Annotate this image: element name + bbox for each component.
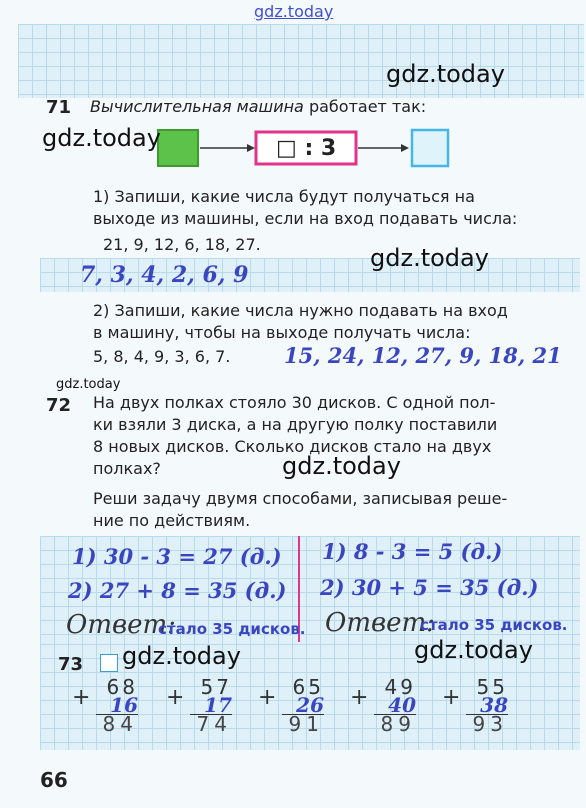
watermark-3[interactable]: gdz.today bbox=[370, 244, 489, 272]
column-addition bbox=[96, 675, 138, 736]
task-72-line2: ки взяли 3 диска, а на другую полку поставили bbox=[93, 415, 498, 434]
plus-sign: + bbox=[72, 685, 91, 710]
task-71-part1-inputs: 21, 9, 12, 6, 18, 27. bbox=[103, 235, 261, 254]
right-step2: 2) 30 + 5 = 35 (д.) bbox=[320, 575, 539, 600]
task-71-part1-line1: 1) Запиши, какие числа будут получаться на bbox=[93, 187, 475, 206]
sum-result: 84 bbox=[96, 714, 138, 733]
column-addition bbox=[190, 675, 232, 736]
watermark-1[interactable]: gdz.today bbox=[386, 60, 505, 88]
task-72-line5: Реши задачу двумя способами, записывая реше- bbox=[93, 489, 508, 508]
addend-b: 17 bbox=[204, 693, 232, 717]
right-answer-word: Ответ: bbox=[325, 608, 435, 638]
task-71-intro-rest: работает так: bbox=[308, 97, 427, 116]
sum-result: 74 bbox=[190, 714, 232, 733]
addend-b: 16 bbox=[110, 693, 138, 717]
task-71-part1-answer: 7, 3, 4, 2, 6, 9 bbox=[80, 262, 249, 288]
sum-result: 91 bbox=[282, 714, 324, 733]
machine-label: □ : 3 bbox=[276, 136, 337, 161]
addend-b: 26 bbox=[296, 693, 324, 717]
plus-sign: + bbox=[258, 685, 277, 710]
watermark-5[interactable]: gdz.today bbox=[122, 642, 241, 670]
left-answer-word: Ответ: bbox=[66, 610, 176, 640]
task-71-part2-inputs: 5, 8, 4, 9, 3, 6, 7. bbox=[93, 347, 231, 366]
task-71-part2-line2: в машину, чтобы на выходе получать числа: bbox=[93, 323, 471, 342]
addend-a: 57 bbox=[200, 675, 232, 699]
plus-sign: + bbox=[442, 685, 461, 710]
addend-a: 68 bbox=[106, 675, 138, 699]
plus-sign: + bbox=[166, 685, 185, 710]
column-addition bbox=[374, 675, 416, 736]
addend-a: 55 bbox=[476, 675, 508, 699]
task-71-intro-italic: Вычислительная машина bbox=[90, 97, 304, 116]
arrow-out-head bbox=[401, 144, 409, 152]
addend-b: 38 bbox=[480, 693, 508, 717]
task-71-part2-line1: 2) Запиши, какие числа нужно подавать на вход bbox=[93, 301, 508, 320]
left-step1: 1) 30 - 3 = 27 (д.) bbox=[72, 544, 282, 569]
arrow-in-head bbox=[247, 144, 255, 152]
sum-result: 89 bbox=[374, 714, 416, 733]
watermark-top[interactable]: gdz.today bbox=[254, 2, 334, 21]
left-step2: 2) 27 + 8 = 35 (д.) bbox=[68, 578, 287, 603]
page-number: 66 bbox=[40, 768, 68, 792]
empty-square-checkbox bbox=[100, 654, 118, 672]
right-step1: 1) 8 - 3 = 5 (д.) bbox=[322, 539, 503, 564]
right-answer: стало 35 дисков. bbox=[420, 616, 568, 634]
task-72-line6: ние по действиям. bbox=[93, 511, 251, 530]
left-answer: стало 35 дисков. bbox=[158, 620, 306, 638]
task-72-line3: 8 новых дисков. Сколько дисков стало на двух bbox=[93, 437, 492, 456]
watermark-6[interactable]: gdz.today bbox=[414, 636, 533, 664]
plus-sign: + bbox=[350, 685, 369, 710]
input-box bbox=[158, 130, 198, 166]
watermark-4[interactable]: gdz.today bbox=[282, 452, 401, 480]
column-addition bbox=[282, 675, 324, 736]
task-number-73: 73 bbox=[58, 654, 84, 675]
addend-a: 49 bbox=[384, 675, 416, 699]
watermark-2[interactable]: gdz.today bbox=[42, 124, 161, 152]
sum-result: 93 bbox=[466, 714, 508, 733]
task-71-intro bbox=[90, 96, 426, 118]
addend-b: 40 bbox=[388, 693, 416, 717]
task-71-part1-line2: выходе из машины, если на вход подавать числа: bbox=[93, 209, 518, 228]
addend-a: 65 bbox=[292, 675, 324, 699]
column-addition bbox=[466, 675, 508, 736]
task-number-71: 71 bbox=[46, 97, 72, 118]
output-box bbox=[412, 130, 448, 166]
watermark-small[interactable]: gdz.today bbox=[56, 377, 121, 392]
task-72-line4: полках? bbox=[93, 459, 161, 478]
task-72-line1: На двух полках стояло 30 дисков. С одной пол- bbox=[93, 393, 496, 412]
task-number-72: 72 bbox=[46, 395, 72, 416]
task-71-part2-answer: 15, 24, 12, 27, 9, 18, 21 bbox=[284, 343, 562, 368]
